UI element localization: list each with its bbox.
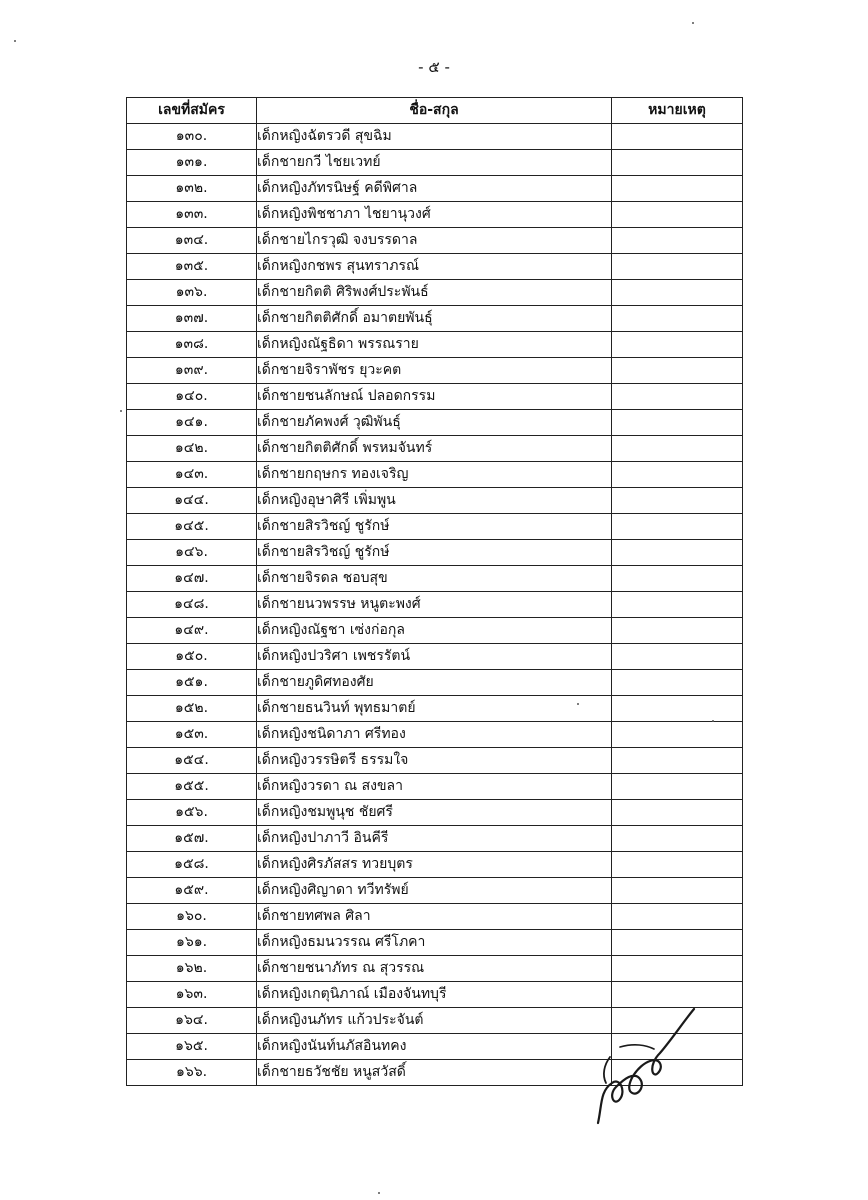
full-name-cell: เด็กหญิงวรรษิตรี ธรรมใจ (257, 748, 612, 774)
page-number: - ๕ - (418, 58, 450, 76)
remarks-cell (612, 618, 743, 644)
remarks-cell (612, 748, 743, 774)
applicant-number-cell: ๑๔๙. (127, 618, 257, 644)
table-row (127, 410, 743, 436)
full-name-cell: เด็กชายสิรวิชญ์ ชูรักษ์ (257, 540, 612, 566)
table-row (127, 644, 743, 670)
applicant-number-cell: ๑๔๗. (127, 566, 257, 592)
table-row (127, 618, 743, 644)
full-name-cell: เด็กชายภูดิศทองศัย (257, 670, 612, 696)
table-row (127, 852, 743, 878)
table-header-row (127, 98, 743, 124)
full-name-cell: เด็กหญิงศิรภัสสร ทวยบุตร (257, 852, 612, 878)
full-name-cell: เด็กหญิงวรดา ณ สงขลา (257, 774, 612, 800)
full-name-cell: เด็กชายธวัชชัย หนูสวัสดิ์ (257, 1060, 612, 1086)
applicant-number-cell: ๑๕๕. (127, 774, 257, 800)
remarks-cell (612, 176, 743, 202)
remarks-cell (612, 826, 743, 852)
table-row (127, 280, 743, 306)
full-name-cell: เด็กหญิงชนิดาภา ศรีทอง (257, 722, 612, 748)
table-row (127, 488, 743, 514)
full-name-cell: เด็กชายไกรวุฒิ จงบรรดาล (257, 228, 612, 254)
column-header-remarks: หมายเหตุ (612, 98, 743, 124)
applicant-number-cell: ๑๕๔. (127, 748, 257, 774)
remarks-cell (612, 306, 743, 332)
remarks-cell (612, 254, 743, 280)
remarks-cell (612, 228, 743, 254)
applicant-number-cell: ๑๓๘. (127, 332, 257, 358)
applicant-number-cell: ๑๖๖. (127, 1060, 257, 1086)
full-name-cell: เด็กชายภัคพงศ์ วุฒิพันธุ์ (257, 410, 612, 436)
applicant-number-cell: ๑๕๗. (127, 826, 257, 852)
applicant-number-cell: ๑๓๐. (127, 124, 257, 150)
remarks-cell (612, 644, 743, 670)
table-row (127, 176, 743, 202)
applicant-number-cell: ๑๖๑. (127, 930, 257, 956)
remarks-cell (612, 852, 743, 878)
remarks-cell (612, 696, 743, 722)
table-row (127, 956, 743, 982)
column-header-applicant-number: เลขที่สมัคร (127, 98, 257, 124)
applicant-number-cell: ๑๓๕. (127, 254, 257, 280)
applicant-number-cell: ๑๔๘. (127, 592, 257, 618)
remarks-cell (612, 670, 743, 696)
remarks-cell (612, 956, 743, 982)
applicant-number-cell: ๑๓๔. (127, 228, 257, 254)
applicant-number-cell: ๑๖๒. (127, 956, 257, 982)
remarks-cell (612, 592, 743, 618)
full-name-cell: เด็กชายกิตติศักดิ์ พรหมจันทร์ (257, 436, 612, 462)
table-row (127, 904, 743, 930)
applicant-number-cell: ๑๔๑. (127, 410, 257, 436)
applicant-number-cell: ๑๕๒. (127, 696, 257, 722)
full-name-cell: เด็กหญิงฉัตรวดี สุขฉิม (257, 124, 612, 150)
applicant-table (126, 97, 743, 1086)
remarks-cell (612, 202, 743, 228)
remarks-cell (612, 800, 743, 826)
table-row (127, 436, 743, 462)
full-name-cell: เด็กชายชนลักษณ์ ปลอดกรรม (257, 384, 612, 410)
remarks-cell (612, 462, 743, 488)
applicant-number-cell: ๑๖๔. (127, 1008, 257, 1034)
remarks-cell (612, 436, 743, 462)
full-name-cell: เด็กหญิงปาภาวี อินคีรี (257, 826, 612, 852)
table-row (127, 826, 743, 852)
full-name-cell: เด็กหญิงณัฐธิดา พรรณราย (257, 332, 612, 358)
full-name-cell: เด็กชายจิรดล ชอบสุข (257, 566, 612, 592)
column-header-full-name: ชื่อ-สกุล (257, 98, 612, 124)
full-name-cell: เด็กชายกวี ไชยเวทย์ (257, 150, 612, 176)
scan-speck (120, 410, 122, 412)
applicant-number-cell: ๑๓๖. (127, 280, 257, 306)
table-row (127, 774, 743, 800)
full-name-cell: เด็กชายจิราพัชร ยุวะคต (257, 358, 612, 384)
remarks-cell (612, 332, 743, 358)
applicant-number-cell: ๑๕๐. (127, 644, 257, 670)
applicant-number-cell: ๑๓๒. (127, 176, 257, 202)
applicant-number-cell: ๑๕๙. (127, 878, 257, 904)
table-row (127, 228, 743, 254)
applicant-number-cell: ๑๓๑. (127, 150, 257, 176)
scan-speck (692, 22, 694, 24)
applicant-number-cell: ๑๓๙. (127, 358, 257, 384)
remarks-cell (612, 280, 743, 306)
remarks-cell (612, 358, 743, 384)
table-row (127, 462, 743, 488)
full-name-cell: เด็กชายสิรวิชญ์ ชูรักษ์ (257, 514, 612, 540)
table-row (127, 878, 743, 904)
table-row (127, 670, 743, 696)
applicant-number-cell: ๑๖๐. (127, 904, 257, 930)
applicant-number-cell: ๑๕๑. (127, 670, 257, 696)
remarks-cell (612, 722, 743, 748)
full-name-cell: เด็กชายกิตติศักดิ์ อมาตยพันธุ์ (257, 306, 612, 332)
scan-speck (14, 40, 16, 42)
table-row (127, 384, 743, 410)
full-name-cell: เด็กชายกฤษกร ทองเจริญ (257, 462, 612, 488)
full-name-cell: เด็กชายกิตติ ศิริพงศ์ประพันธ์ (257, 280, 612, 306)
applicant-number-cell: ๑๔๖. (127, 540, 257, 566)
full-name-cell: เด็กชายทศพล ศิลา (257, 904, 612, 930)
full-name-cell: เด็กหญิงธมนวรรณ ศรีโภคา (257, 930, 612, 956)
table-row (127, 696, 743, 722)
full-name-cell: เด็กหญิงชมพูนุช ชัยศรี (257, 800, 612, 826)
applicant-number-cell: ๑๔๐. (127, 384, 257, 410)
full-name-cell: เด็กหญิงปวริศา เพชรรัตน์ (257, 644, 612, 670)
remarks-cell (612, 384, 743, 410)
applicant-number-cell: ๑๔๔. (127, 488, 257, 514)
full-name-cell: เด็กหญิงกชพร สุนทราภรณ์ (257, 254, 612, 280)
applicant-number-cell: ๑๔๕. (127, 514, 257, 540)
table-row (127, 930, 743, 956)
full-name-cell: เด็กชายธนวินท์ พุทธมาตย์ (257, 696, 612, 722)
scan-speck (378, 1192, 380, 1194)
table-row (127, 592, 743, 618)
full-name-cell: เด็กหญิงนันท์นภัสอินทคง (257, 1034, 612, 1060)
handwritten-signature (590, 995, 700, 1130)
remarks-cell (612, 540, 743, 566)
full-name-cell: เด็กหญิงศิญาดา ทวีทรัพย์ (257, 878, 612, 904)
full-name-cell: เด็กหญิงเกตุนิภาณ์ เมืองจันทบุรี (257, 982, 612, 1008)
remarks-cell (612, 774, 743, 800)
full-name-cell: เด็กชายชนาภัทร ณ สุวรรณ (257, 956, 612, 982)
applicant-number-cell: ๑๕๘. (127, 852, 257, 878)
remarks-cell (612, 488, 743, 514)
applicant-number-cell: ๑๕๖. (127, 800, 257, 826)
full-name-cell: เด็กหญิงนภัทร แก้วประจันต์ (257, 1008, 612, 1034)
applicant-number-cell: ๑๕๓. (127, 722, 257, 748)
applicant-number-cell: ๑๔๒. (127, 436, 257, 462)
remarks-cell (612, 904, 743, 930)
table-row (127, 202, 743, 228)
table-row (127, 358, 743, 384)
table-row (127, 306, 743, 332)
applicant-number-cell: ๑๖๓. (127, 982, 257, 1008)
full-name-cell: เด็กหญิงพิชชาภา ไชยานุวงศ์ (257, 202, 612, 228)
applicant-number-cell: ๑๔๓. (127, 462, 257, 488)
remarks-cell (612, 150, 743, 176)
table-row (127, 566, 743, 592)
table-row (127, 748, 743, 774)
applicant-number-cell: ๑๓๓. (127, 202, 257, 228)
table-row (127, 514, 743, 540)
remarks-cell (612, 878, 743, 904)
applicant-number-cell: ๑๖๕. (127, 1034, 257, 1060)
table-row (127, 540, 743, 566)
table-row (127, 800, 743, 826)
scan-speck (577, 703, 579, 705)
table-row (127, 124, 743, 150)
remarks-cell (612, 124, 743, 150)
remarks-cell (612, 514, 743, 540)
remarks-cell (612, 566, 743, 592)
table-row (127, 722, 743, 748)
applicant-number-cell: ๑๓๗. (127, 306, 257, 332)
table-row (127, 150, 743, 176)
full-name-cell: เด็กหญิงอุษาศิรี เพิ่มพูน (257, 488, 612, 514)
remarks-cell (612, 410, 743, 436)
scan-speck (712, 720, 714, 722)
full-name-cell: เด็กหญิงภัทรนิษฐ์ คดีพิศาล (257, 176, 612, 202)
table-row (127, 254, 743, 280)
full-name-cell: เด็กชายนวพรรษ หนูตะพงศ์ (257, 592, 612, 618)
table-body (127, 124, 743, 1086)
table-row (127, 332, 743, 358)
full-name-cell: เด็กหญิงณัฐชา เซ่งก่อกุล (257, 618, 612, 644)
remarks-cell (612, 930, 743, 956)
